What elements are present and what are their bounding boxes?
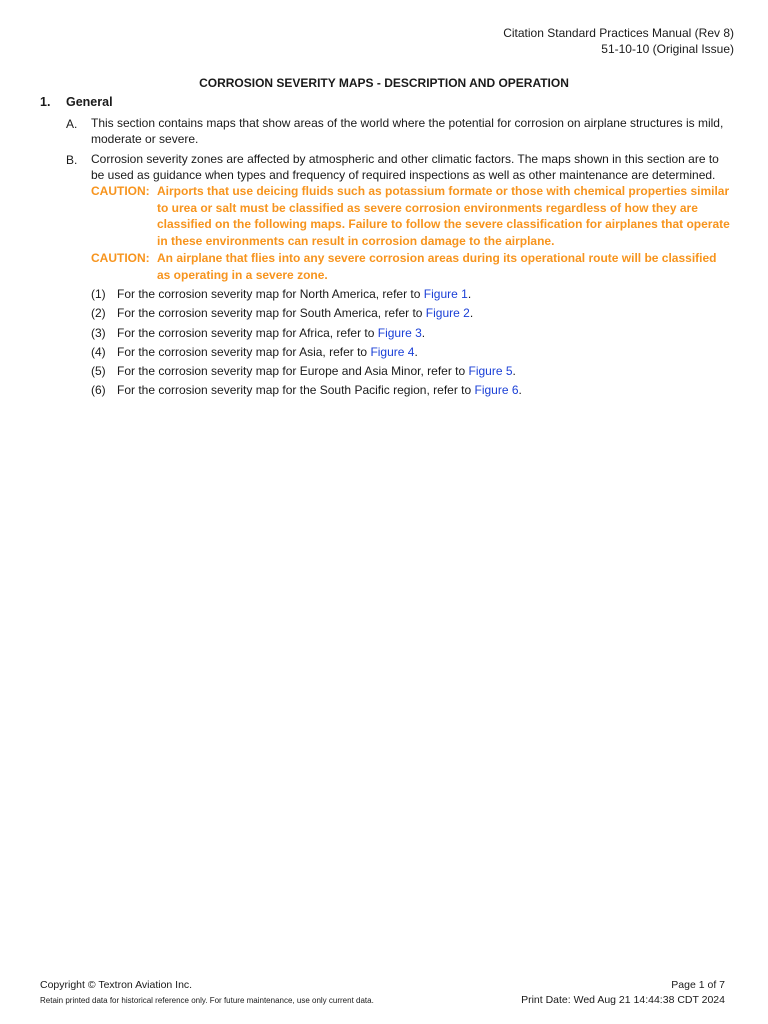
list-item-end: . — [421, 326, 426, 340]
list-item-end: . — [414, 345, 418, 359]
paragraph-b-letter: B. — [66, 153, 78, 167]
copyright-text: Copyright © Textron Aviation Inc. — [40, 979, 193, 991]
section-title: General — [66, 95, 113, 109]
document-reference: 51-10-10 (Original Issue) — [601, 42, 734, 56]
list-item — [117, 345, 418, 359]
figure-3-link[interactable]: Figure 3 — [377, 326, 422, 340]
list-item-number: (2) — [91, 306, 106, 320]
page-number: Page 1 of 7 — [671, 979, 725, 991]
list-item-text: For the corrosion severity map for North America, refer to — [117, 287, 424, 301]
list-item-end: . — [512, 364, 516, 378]
list-item-number: (4) — [91, 345, 106, 359]
list-item-number: (6) — [91, 383, 106, 397]
figure-1-link[interactable]: Figure 1 — [423, 287, 468, 301]
caution-1-text: Airports that use deicing fluids such as potassium formate or those with chemical properties similar to urea or salt must be classified as severe corrosion environments regardless of how they are classified on the following maps. Failure to follow the severe classification for airplanes that operate in these environments can result in corrosion damage to the airplane. — [157, 184, 730, 248]
figure-6-link[interactable]: Figure 6 — [474, 383, 519, 397]
list-item-end: . — [467, 287, 472, 301]
section-number: 1. — [40, 95, 51, 109]
manual-title: Citation Standard Practices Manual (Rev 8) — [503, 26, 734, 40]
caution-2-label: CAUTION: — [91, 251, 150, 265]
list-item-text: For the corrosion severity map for South America, refer to — [117, 306, 426, 320]
paragraph-a-text: This section contains maps that show areas of the world where the potential for corrosion on airplane structures is mild, moderate or severe. — [91, 116, 724, 146]
list-item-text: For the corrosion severity map for Europe and Asia Minor, refer to — [117, 364, 469, 378]
page-title: CORROSION SEVERITY MAPS - DESCRIPTION AND OPERATION — [199, 76, 569, 90]
paragraph-b-text: Corrosion severity zones are affected by atmospheric and other climatic factors. The maps shown in this section are to be used as guidance when types and frequency of required inspections as well as other maintenance are determined. — [91, 152, 719, 182]
list-item-text: For the corrosion severity map for Africa, refer to — [117, 326, 378, 340]
figure-4-link[interactable]: Figure 4 — [370, 345, 415, 359]
caution-2-text: An airplane that flies into any severe corrosion areas during its operational route will be classified as operating in a severe zone. — [157, 251, 717, 282]
print-date: Print Date: Wed Aug 21 14:44:38 CDT 2024 — [521, 994, 725, 1006]
list-item — [117, 326, 425, 340]
list-item-number: (3) — [91, 326, 106, 340]
paragraph-a-letter: A. — [66, 117, 78, 131]
list-item-text: For the corrosion severity map for Asia, refer to — [117, 345, 371, 359]
list-item-end: . — [469, 306, 474, 320]
figure-2-link[interactable]: Figure 2 — [425, 306, 470, 320]
page-header — [503, 25, 734, 57]
list-item-text: For the corrosion severity map for the South Pacific region, refer to — [117, 383, 475, 397]
list-item-number: (1) — [91, 287, 106, 301]
figure-5-link[interactable]: Figure 5 — [468, 364, 513, 378]
list-item-number: (5) — [91, 364, 106, 378]
page-footer-right — [521, 978, 725, 1008]
list-item — [117, 364, 516, 378]
list-item — [117, 287, 471, 301]
caution-1-label: CAUTION: — [91, 184, 150, 198]
list-item — [117, 306, 473, 320]
list-item-end: . — [518, 383, 522, 397]
retention-notice: Retain printed data for historical reference only. For future maintenance, use only current data. — [40, 996, 374, 1005]
page-footer-left — [40, 978, 374, 1008]
list-item — [117, 383, 522, 397]
